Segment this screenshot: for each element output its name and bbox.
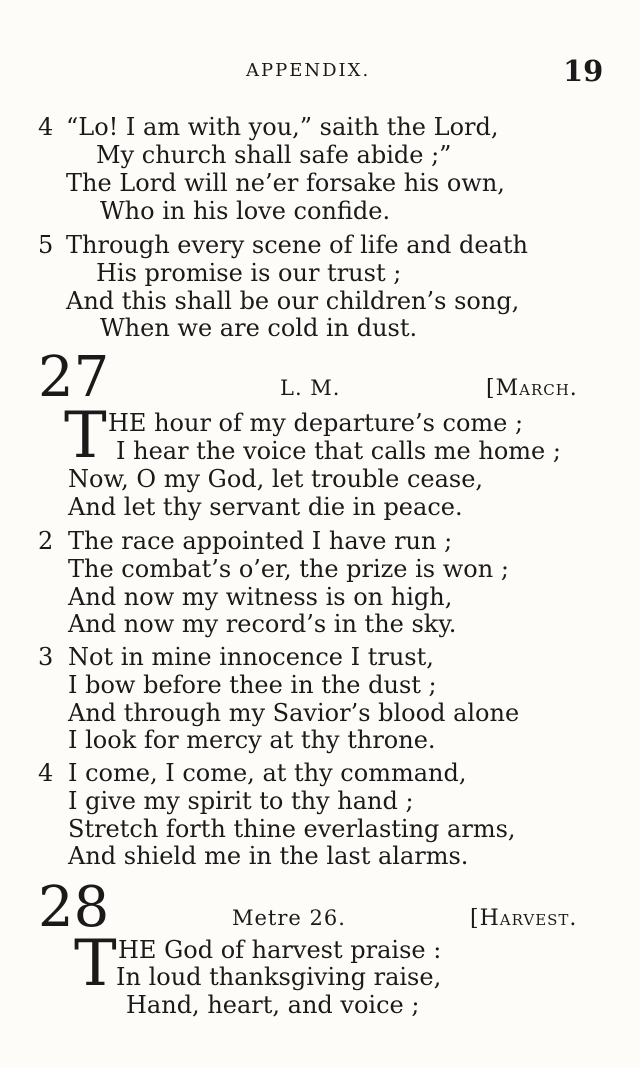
verse-line: And let thy servant die in peace.: [68, 493, 463, 521]
hymn-meter: L. M.: [280, 376, 341, 400]
stanza-number: 4: [38, 113, 54, 141]
verse-line: And now my witness is on high,: [68, 583, 453, 611]
verse-line: And shield me in the last alarms.: [68, 842, 469, 870]
stanza-number: 2: [38, 527, 54, 555]
verse-line: I give my spirit to thy hand ;: [68, 787, 414, 815]
hymn-number: 28: [38, 875, 110, 940]
verse-line: And this shall be our children’s song,: [66, 287, 520, 315]
page-number: 19: [563, 54, 604, 88]
hymn-tune: [Harvest.: [470, 906, 578, 931]
verse-line: Through every scene of life and death: [66, 231, 528, 259]
verse-line: The Lord will ne’er forsake his own,: [66, 169, 505, 197]
hymn-number: 27: [38, 345, 110, 410]
stanza-number: 5: [38, 231, 54, 259]
stanza-number: 4: [38, 759, 54, 787]
verse-line: “Lo! I am with you,” saith the Lord,: [66, 113, 499, 141]
verse-line: I look for mercy at thy throne.: [68, 726, 436, 754]
page-header: [0, 54, 640, 88]
verse-line: I come, I come, at thy command,: [68, 759, 467, 787]
stanza-number: 3: [38, 643, 54, 671]
hymn-meter: Metre 26.: [232, 906, 346, 930]
verse-line: HE hour of my departure’s come ;: [108, 409, 524, 437]
verse-line: And now my record’s in the sky.: [68, 610, 457, 638]
running-head: APPENDIX.: [246, 60, 371, 81]
verse-line: I hear the voice that calls me home ;: [116, 437, 561, 465]
verse-line: I bow before thee in the dust ;: [68, 671, 437, 699]
verse-line: Not in mine innocence I trust,: [68, 643, 434, 671]
verse-line: Stretch forth thine everlasting arms,: [68, 815, 516, 843]
drop-cap: T: [74, 927, 117, 1001]
verse-line: Who in his love confide.: [100, 197, 391, 225]
verse-line: Hand, heart, and voice ;: [126, 991, 420, 1019]
verse-line: My church shall safe abide ;”: [96, 141, 452, 169]
hymn-tune: [March.: [486, 376, 578, 401]
verse-line: The combat’s o’er, the prize is won ;: [68, 555, 509, 583]
verse-line: HE God of harvest praise :: [118, 936, 442, 964]
verse-line: When we are cold in dust.: [100, 314, 418, 342]
verse-line: Now, O my God, let trouble cease,: [68, 465, 484, 493]
verse-line: In loud thanksgiving raise,: [116, 963, 442, 991]
drop-cap: T: [64, 399, 107, 473]
verse-line: His promise is our trust ;: [96, 259, 402, 287]
verse-line: The race appointed I have run ;: [68, 527, 453, 555]
verse-line: And through my Savior’s blood alone: [68, 699, 520, 727]
